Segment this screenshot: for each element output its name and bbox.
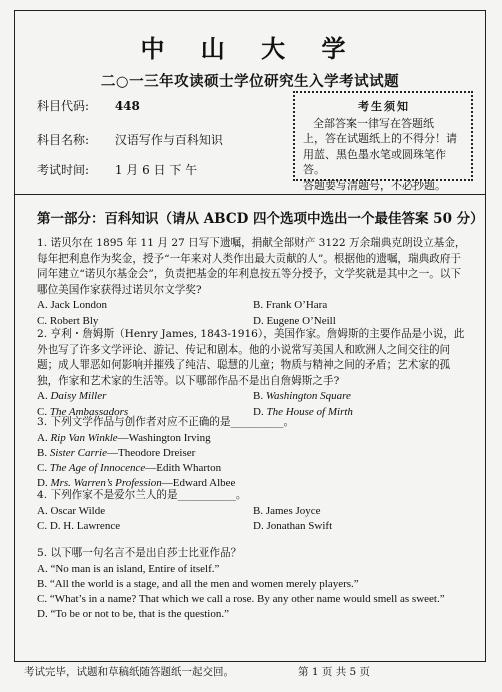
option-author: —Edward Albee [161,476,236,489]
exam-time-row [37,161,197,178]
option-c [37,461,469,476]
option-author: —Theodore Dreiser [107,446,196,459]
question-4 [37,488,469,535]
university-title: 中 山 大 学 [140,34,360,63]
question-text: 3. 下列文学作品与创作者对应不正确的是__________。 [37,416,295,428]
page-number: 第 1 页 共 5 页 [298,666,371,678]
option-letter: A. [37,390,48,402]
question-5 [37,546,469,622]
option-c: C. D. H. Lawrence [37,520,121,532]
notice-line: 上，答在试题纸上的不得分！请 [303,132,457,145]
exam-time-label: 考试时间: [37,163,90,177]
option-a [37,431,469,446]
option-c: C. Robert Bly [37,314,99,327]
option-b: B. James Joyce [253,504,321,517]
question-options [37,504,469,535]
candidate-notice-box [293,91,473,192]
option-title: Daisy Miller [50,390,107,402]
option-letter: D. [37,476,48,489]
option-b: B. Frank O’Hara [253,299,328,311]
option-letter: D. [253,405,264,418]
option-letter: B. [37,446,48,459]
option-letter: C. [37,461,48,474]
option-title: Rip Van Winkle [50,431,118,444]
option-author: —Edith Wharton [145,461,222,474]
notice-line: 全部答案一律写在答题纸 [313,116,434,130]
option-author: —Washington Irving [117,431,211,444]
option-d: D. “To be or not to be, that is the question.” [37,607,229,620]
exam-time: 1 月 6 日 下 午 [114,163,198,177]
option-a: A. Oscar Wilde [37,504,106,517]
question-text: 4. 下列作家不是爱尔兰人的是___________。 [37,489,247,501]
question-text: 2. 亨利・詹姆斯（Henry James, 1843-1916），美国作家。詹姆斯的主要作品是小说，此外也写了许多文学评论、游记、传记和剧本。他的小说常写美国人和欧洲人之间交往的问题；成人罪恶如何影响并摧残了纯洁、聪慧的儿童；物质与精神之间的矛盾；艺术家的孤独，作家和艺术家的生活等。以下哪部作品不是出自詹姆斯之手? [37,328,465,387]
subject-name-label: 科目名称: [37,133,90,147]
option-title: The Age of Innocence [49,461,146,474]
question-text: 1. 诺贝尔在 1895 年 11 月 27 日写下遗嘱，捐献全部财产 3122 万余瑞典克朗设立基金，每年把利息作为奖金，授予“一年来对人类作出最大贡献的人”。根据他的遗嘱，瑞典政府于同年建立“诺贝尔基金会”，负责把基金的年利息按五等分授予，文学奖就是其中之一。以下哪位美国作家获得过诺贝尔文学奖? [37,237,466,296]
subject-name-row [37,131,223,148]
subject-name: 汉语写作与百科知识 [114,133,223,147]
subject-code-label: 科目代码: [37,99,90,113]
option-letter: C. [37,405,48,418]
option-b [253,389,469,405]
option-c: C. “What’s in a name? That which we call a rose. By any other name would smell as sweet.” [37,592,445,605]
option-title: Washington Square [265,390,351,402]
option-b: B. “All the world is a stage, and all the men and women merely players.” [37,577,359,590]
exam-paper [14,10,486,662]
option-a: A. Jack London [37,299,107,311]
option-b [37,446,469,461]
subject-code: 448 [114,99,140,113]
question-text: 5. 以下哪一句名言不是出自莎士比亚作品？ [37,547,242,559]
question-1 [37,236,469,329]
option-title: The House of Mirth [266,405,353,418]
part1-heading: 第一部分：百科知识（请从 ABCD 四个选项中选出一个最佳答案 50 分） [37,211,484,227]
option-title: The Ambassadors [49,405,129,418]
question-3 [37,415,469,491]
notice-title: 考生须知 [358,100,410,113]
notice-line: 答题要写清题号，不必抄题。 [303,178,446,192]
option-title: Mrs. Warren’s Profession [50,476,162,489]
footer-instruction: 考试完毕，试题和草稿纸随答题纸一起交回。 [24,666,234,678]
exam-title: 二○一三年攻读硕士学位研究生入学考试试题 [100,73,400,90]
header-divider [15,194,485,195]
option-d: D. Jonathan Swift [253,520,333,532]
option-d: D. Eugene O’Neill [253,314,336,327]
option-letter: A. [37,431,48,444]
notice-line: 用蓝、黑色墨水笔或圆珠笔作答。 [303,147,446,176]
question-options [37,298,469,329]
question-2 [37,327,469,420]
option-a: A. “No man is an island, Entire of itself.” [37,562,220,575]
option-a [37,389,253,405]
option-letter: B. [253,390,264,402]
option-title: Sister Carrie [49,446,107,459]
subject-code-row [37,97,140,114]
